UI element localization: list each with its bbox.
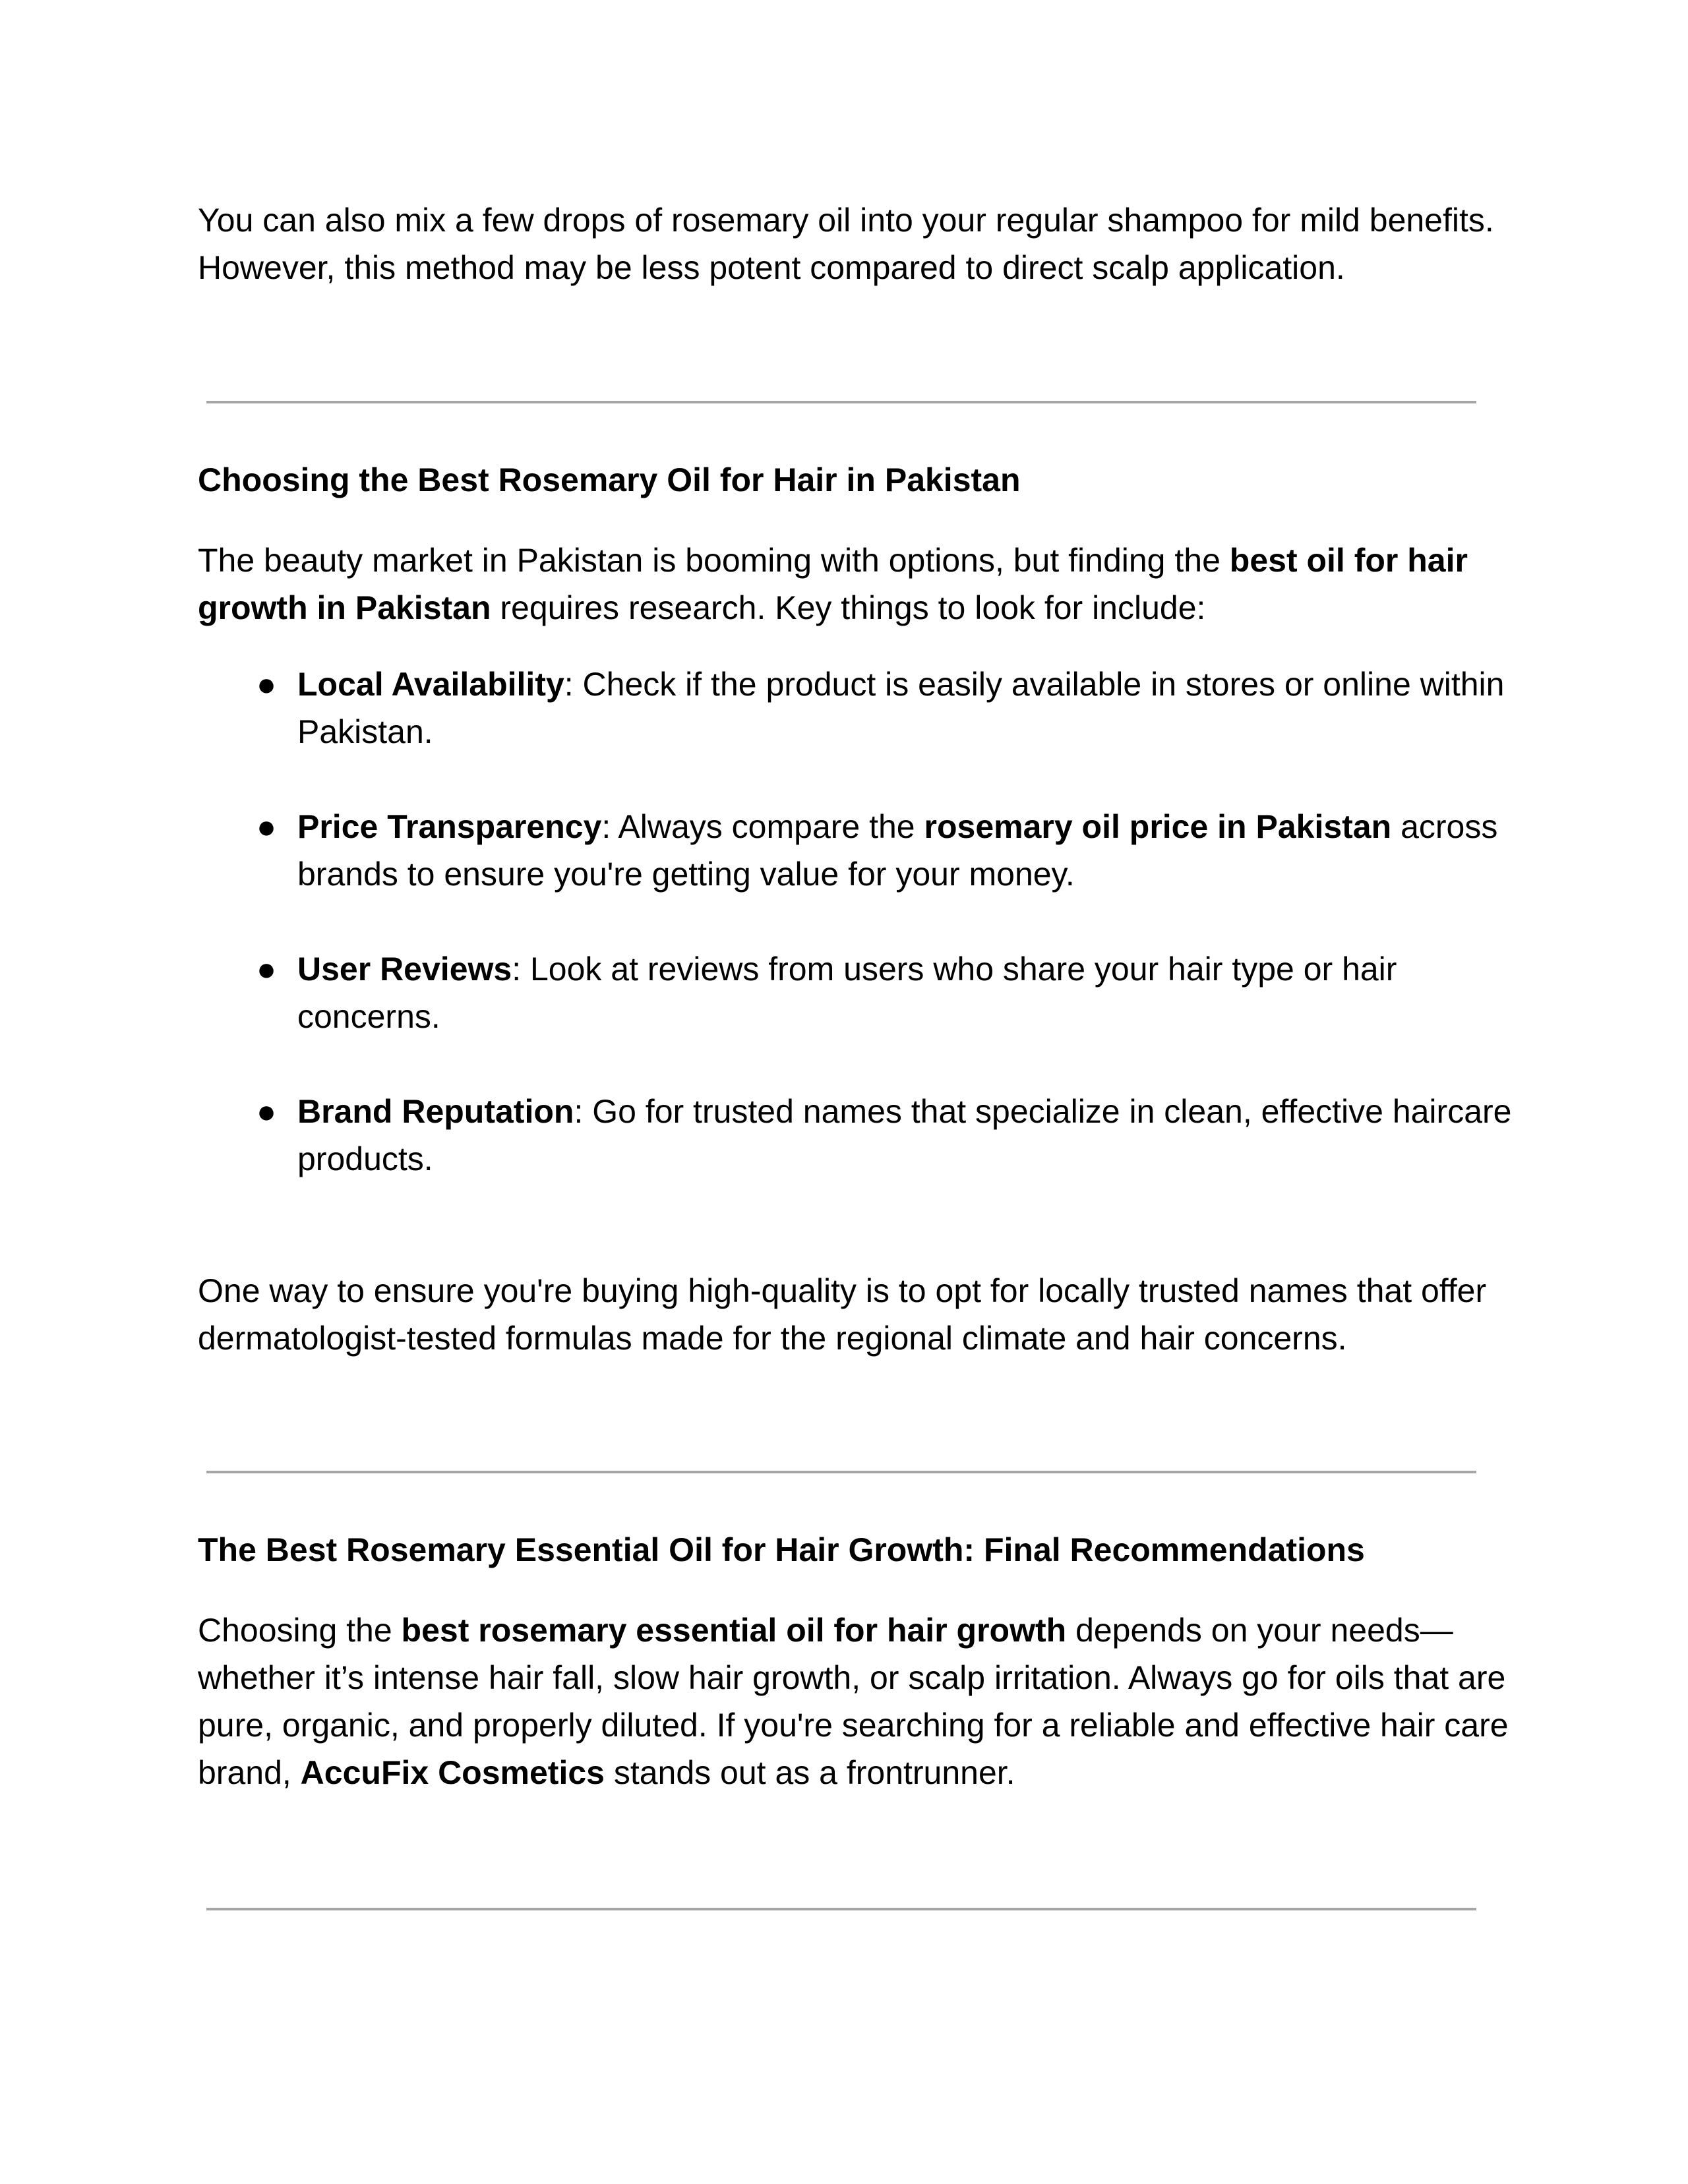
bullet-dot-icon: ● [256, 951, 277, 988]
horizontal-rule-3 [206, 1908, 1476, 1910]
market-text-1: The beauty market in Pakistan is booming with options, but finding the [198, 542, 1230, 579]
section-paragraph-market [198, 537, 1510, 632]
list-item-local-availability [198, 661, 1517, 755]
list-item-price-transparency [198, 803, 1517, 898]
bullet-bold-price: rosemary oil price in Pakistan [924, 808, 1392, 845]
final-text-3: stands out as a frontrunner. [604, 1754, 1015, 1791]
bullet-title: Price Transparency [297, 808, 602, 845]
section-heading-choosing: Choosing the Best Rosemary Oil for Hair in Pakistan [198, 461, 1021, 498]
bullet-text: : Go for trusted names that specialize in clean, effective haircare products. [297, 1093, 1512, 1177]
bullet-text: across brands to ensure you're getting value for your money. [297, 808, 1498, 893]
final-bold-best-rosemary: best rosemary essential oil for hair growth [401, 1612, 1067, 1649]
bullet-text: : Check if the product is easily available in stores or online within Pakistan. [297, 666, 1505, 750]
bullet-text: : Look at reviews from users who share your hair type or hair concerns. [297, 951, 1397, 1035]
bullet-dot-icon: ● [256, 808, 277, 845]
horizontal-rule-1 [206, 401, 1476, 403]
horizontal-rule-2 [206, 1471, 1476, 1473]
market-text-2: requires research. Key things to look for include: [491, 589, 1206, 626]
bullet-title: Brand Reputation [297, 1093, 574, 1130]
bullet-dot-icon: ● [256, 666, 277, 703]
criteria-list [198, 661, 1517, 1230]
market-bold-best-oil: best oil for hair growth in Pakistan [198, 542, 1468, 626]
section-heading-final-recommendations: The Best Rosemary Essential Oil for Hair Growth: Final Recommendations [198, 1531, 1365, 1568]
final-paragraph [198, 1607, 1510, 1796]
final-bold-brand: AccuFix Cosmetics [300, 1754, 605, 1791]
section-closing-paragraph: One way to ensure you're buying high-quality is to opt for locally trusted names that offer dermatologist-tested formulas made for the regional climate and hair concerns. [198, 1272, 1487, 1357]
bullet-title: User Reviews [297, 951, 512, 988]
list-item-user-reviews [198, 945, 1517, 1040]
list-item-brand-reputation [198, 1088, 1517, 1183]
bullet-dot-icon: ● [256, 1093, 277, 1130]
bullet-text: : Always compare the [601, 808, 924, 845]
final-text-2: depends on your needs—whether it’s intense hair fall, slow hair growth, or scalp irritation. Always go for oils that are pure, organic, and properly diluted. If you're searching for a reliable and effective hair care brand, [198, 1612, 1509, 1791]
final-text-1: Choosing the [198, 1612, 402, 1649]
bullet-title: Local Availability [297, 666, 564, 703]
intro-paragraph: You can also mix a few drops of rosemary oil into your regular shampoo for mild benefits. However, this method may be less potent compared to direct scalp application. [198, 202, 1494, 286]
